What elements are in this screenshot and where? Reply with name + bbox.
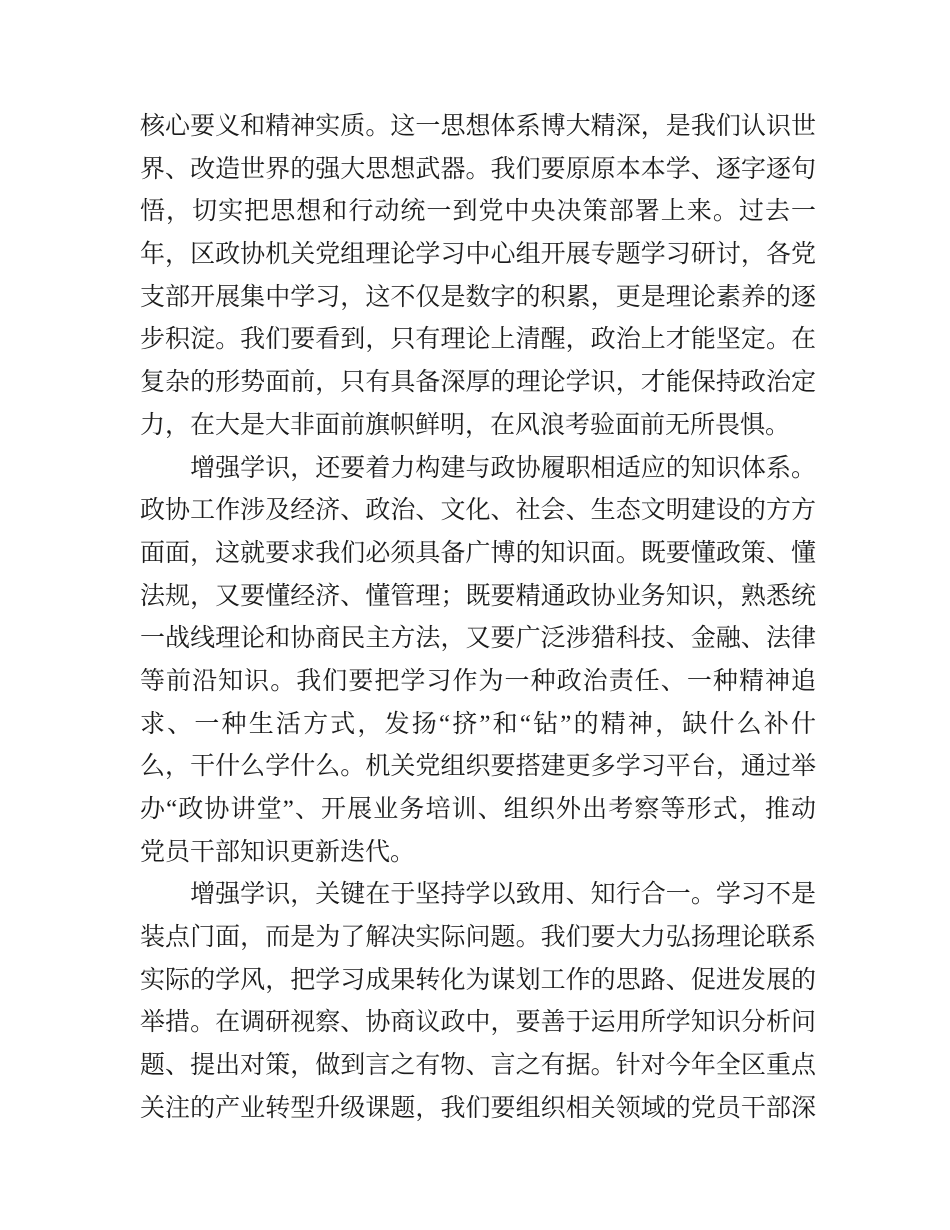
text-line: 增强学识，关键在于坚持学以致用、知行合一。学习不是 [140, 881, 816, 909]
text-line: 核心要义和精神实质。这一思想体系博大精深，是我们认识世 [140, 113, 816, 140]
text-line: 关注的产业转型升级课题，我们要组织相关领域的党员干部深 [140, 1094, 816, 1122]
text-line: 等前沿知识。我们要把学习作为一种政治责任、一种精神追 [140, 667, 816, 695]
text-line: 一战线理论和协商民主方法，又要广泛涉猎科技、金融、法律 [140, 625, 816, 653]
text-line: 么，干什么学什么。机关党组织要搭建更多学习平台，通过举 [140, 753, 816, 781]
text-line: 举措。在调研视察、协商议政中，要善于运用所学知识分析问 [140, 1009, 816, 1037]
text-line: 力，在大是大非面前旗帜鲜明，在风浪考验面前无所畏惧。 [140, 411, 791, 439]
text-line: 面面，这就要求我们必须具备广博的知识面。既要懂政策、懂 [140, 539, 816, 567]
text-line: 年，区政协机关党组理论学习中心组开展专题学习研讨，各党 [140, 241, 816, 269]
text-line: 步积淀。我们要看到，只有理论上清醒，政治上才能坚定。在 [140, 326, 816, 354]
text-line: 支部开展集中学习，这不仅是数字的积累，更是理论素养的逐 [140, 283, 816, 311]
paragraph [140, 106, 816, 448]
text-line: 法规，又要懂经济、懂管理；既要精通政协业务知识，熟悉统 [140, 582, 816, 610]
document-body [140, 106, 816, 1131]
paragraph [140, 874, 816, 1130]
text-line: 悟，切实把思想和行动统一到党中央决策部署上来。过去一 [140, 198, 816, 226]
text-line: 装点门面，而是为了解决实际问题。我们要大力弘扬理论联系 [140, 924, 816, 952]
text-line: 党员干部知识更新迭代。 [140, 838, 416, 866]
text-line: 界、改造世界的强大思想武器。我们要原原本本学、逐字逐句 [140, 155, 816, 183]
text-line: 题、提出对策，做到言之有物、言之有据。针对今年全区重点 [140, 1052, 816, 1080]
paragraph [140, 448, 816, 875]
text-line: 办“政协讲堂”、开展业务培训、组织外出考察等形式，推动 [140, 796, 816, 823]
text-line: 求、一种生活方式，发扬“挤”和“钻”的精神，缺什么补什 [140, 710, 816, 738]
text-line: 实际的学风，把学习成果转化为谋划工作的思路、促进发展的 [140, 966, 816, 994]
text-line: 政协工作涉及经济、政治、文化、社会、生态文明建设的方方 [140, 497, 816, 525]
text-line: 增强学识，还要着力构建与政协履职相适应的知识体系。 [140, 454, 816, 482]
text-line: 复杂的形势面前，只有具备深厚的理论学识，才能保持政治定 [140, 369, 816, 397]
